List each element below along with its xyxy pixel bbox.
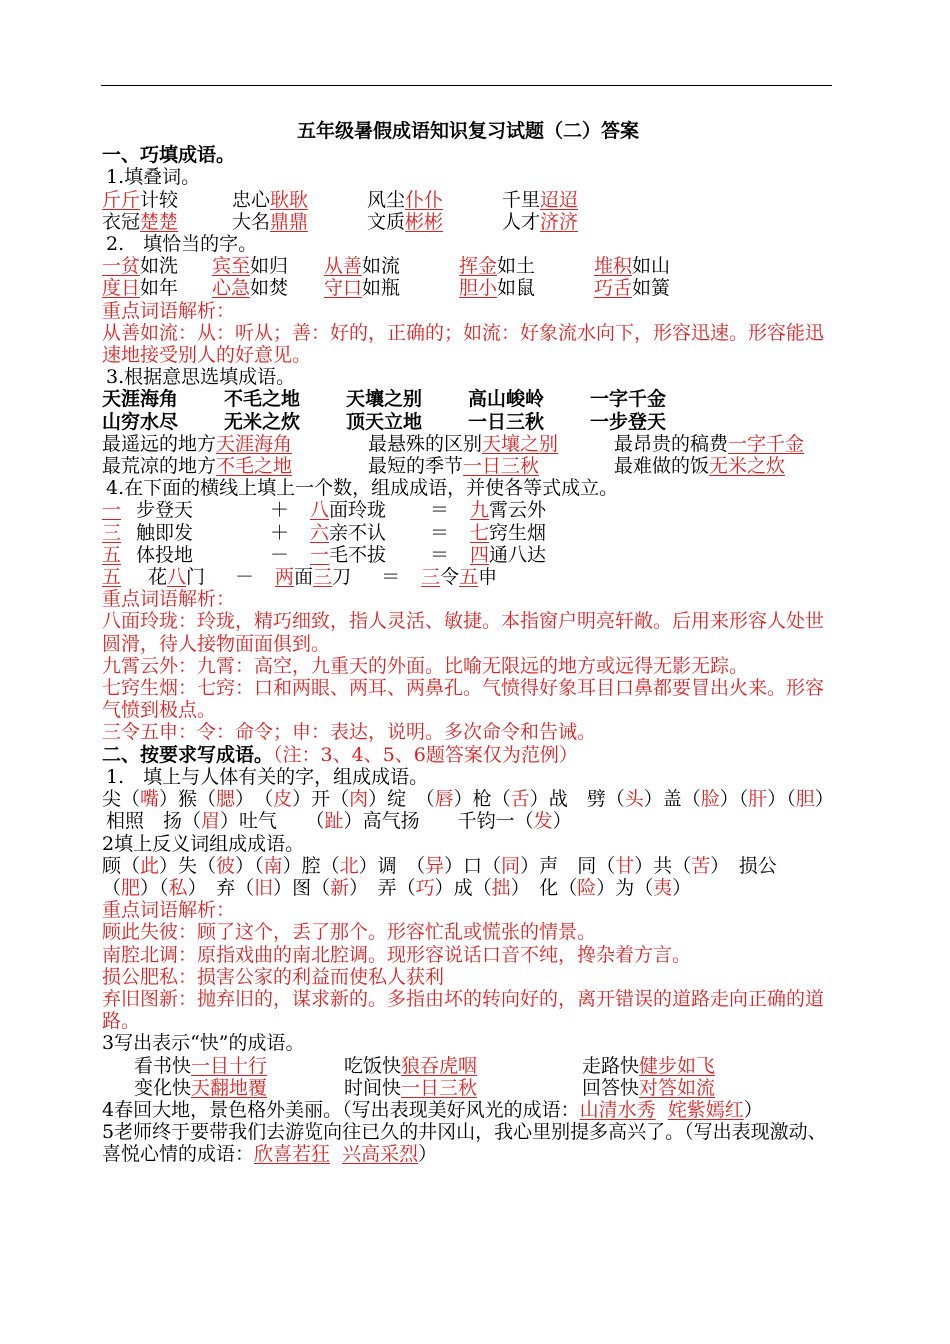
q3-row xyxy=(102,455,834,477)
s2-q3-label: 3写出表示“快”的成语。 xyxy=(102,1032,305,1055)
q2-item: 堆积如山 xyxy=(594,255,671,278)
s2-q3-rows xyxy=(102,1055,834,1099)
q3-word: 无米之炊 xyxy=(224,410,301,433)
q2-item: 巧舌如簧 xyxy=(594,277,671,300)
q1-row xyxy=(102,211,834,233)
s2-q4: 4春回大地，景色格外美丽。（写出表现美好风光的成语：山清水秀 姹紫嫣红） xyxy=(102,1098,763,1121)
note-item: 九霄云外：九霄：高空，九重天的外面。比喻无限远的地方或远得无影无踪。 xyxy=(102,654,749,677)
q4-rows xyxy=(102,499,834,566)
s2-q3-item: 回答快对答如流 xyxy=(582,1076,716,1099)
s2-q1-label: 1. 填上与人体有关的字，组成成语。 xyxy=(106,765,429,788)
s2-q2-line-2: （肥）（私） 弃（旧）图（新） 弄（巧）成（拙） 化（险）为（夷） xyxy=(102,876,692,899)
note-item: 三令五申：令：命令；申：表达，说明。多次命令和告诫。 xyxy=(102,721,597,744)
note-item: 弃旧图新：抛弃旧的，谋求新的。多指由坏的转向好的，离开错误的道路走向正确的道路。 xyxy=(102,987,825,1033)
q2-item: 挥金如土 xyxy=(459,255,536,278)
q2-item: 宾至如归 xyxy=(212,255,289,278)
s2-q3-item: 吃饭快狼吞虎咽 xyxy=(344,1054,478,1077)
q1-row xyxy=(102,189,834,211)
q4-row: 五 体投地 － 一毛不拔 ＝ 四通八达 xyxy=(102,543,547,566)
q1-item: 人才济济 xyxy=(502,210,579,233)
s2-q3-item: 走路快健步如飞 xyxy=(582,1054,716,1077)
q1-item: 斤斤计较 xyxy=(102,188,179,211)
q2-rows xyxy=(102,255,834,299)
s2-q1-line-1: 尖（嘴）猴（腮） （皮）开（肉）绽 （唇）枪（舌）战 劈（头）盖（脸）（肝）（胆） xyxy=(102,788,834,811)
q2-item: 从善如流 xyxy=(324,255,401,278)
s2-q3-item: 变化快天翻地覆 xyxy=(134,1076,268,1099)
s2-q2-notes xyxy=(102,921,834,1032)
s2-q3-row xyxy=(102,1077,834,1099)
q3-word: 一字千金 xyxy=(590,388,667,411)
q3-item: 最遥远的地方天涯海角 xyxy=(102,432,293,455)
q4-row: 一 步登天 ＋ 八面玲珑 ＝ 九霄云外 xyxy=(102,499,547,522)
q3-item: 最悬殊的区别天壤之别 xyxy=(368,432,559,455)
s2-q3-row xyxy=(102,1055,834,1077)
document-page xyxy=(102,120,834,1166)
header-rule xyxy=(101,85,832,86)
q4-notes xyxy=(102,610,834,743)
q1-item: 风尘仆仆 xyxy=(367,188,444,211)
q2-note-label: 重点词语解析： xyxy=(102,299,236,322)
q3-item: 最难做的饭无米之炊 xyxy=(614,455,786,478)
s2-q2-label: 2填上反义词组成成语。 xyxy=(102,832,305,855)
q1-item: 文质彬彬 xyxy=(367,210,444,233)
q3-word: 高山峻岭 xyxy=(468,388,545,411)
q2-item: 心急如焚 xyxy=(212,277,289,300)
q3-word: 山穷水尽 xyxy=(102,410,179,433)
q3-item: 最昂贵的稿费一字千金 xyxy=(614,432,805,455)
s2-q3-item: 看书快一目十行 xyxy=(134,1054,268,1077)
q3-row xyxy=(102,433,834,455)
q2-item: 度日如年 xyxy=(102,277,179,300)
q3-word-row xyxy=(102,388,834,410)
q3-rows xyxy=(102,433,834,477)
s2-q3-item: 时间快一日三秋 xyxy=(344,1076,478,1099)
note-item: 七窍生烟：七窍：口和两眼、两耳、两鼻孔。气愤得好象耳目口鼻都要冒出火来。形容气愤到极点。 xyxy=(102,677,825,722)
q2-note: 从善如流：从：听从；善：好的，正确的；如流：好象流水向下，形容迅速。形容能迅速地接受别人的好意见。 xyxy=(102,321,825,367)
q2-item: 胆小如鼠 xyxy=(459,277,536,300)
q3-word-bank xyxy=(102,388,834,432)
q3-word: 天壤之别 xyxy=(346,388,423,411)
q3-word: 一步登天 xyxy=(590,410,667,433)
page-title: 五年级暑假成语知识复习试题（二）答案 xyxy=(296,120,639,142)
q3-word: 一日三秋 xyxy=(468,410,545,433)
q2-row xyxy=(102,255,834,277)
q2-row xyxy=(102,277,834,299)
note-item: 南腔北调：原指戏曲的南北腔调。现形容说话口音不纯，搀杂着方言。 xyxy=(102,943,692,966)
q2-item: 一贫如洗 xyxy=(102,255,179,278)
q1-item: 大名鼎鼎 xyxy=(232,210,309,233)
q1-item: 忠心耿耿 xyxy=(232,188,309,211)
q3-item: 最荒凉的地方不毛之地 xyxy=(102,455,293,478)
q1-label: 1.填叠词。 xyxy=(106,166,201,189)
note-item: 顾此失彼：顾了这个，丢了那个。形容忙乱或慌张的情景。 xyxy=(102,921,597,944)
note-item: 八面玲珑：玲珑，精巧细致，指人灵活、敏捷。本指窗户明亮轩敞。后用来形容人处世圆滑，待人接物面面俱到。 xyxy=(102,610,825,655)
q4-note-label: 重点词语解析： xyxy=(102,588,236,611)
q2-label: 2. 填恰当的字。 xyxy=(106,233,258,256)
q2-item: 守口如瓶 xyxy=(324,277,401,300)
s2-q2-note-label: 重点词语解析： xyxy=(102,899,236,922)
q3-word: 不毛之地 xyxy=(224,388,301,411)
q1-item: 衣冠楚楚 xyxy=(102,210,179,233)
note-item: 损公肥私：损害公家的利益而使私人获利 xyxy=(102,965,445,988)
section-1-heading: 一、巧填成语。 xyxy=(102,144,236,167)
s2-q1-line-2: 相照 扬（眉）吐气 （趾）高气扬 千钧一（发） xyxy=(106,810,572,833)
q4-row: 三 触即发 ＋ 六亲不认 ＝ 七窍生烟 xyxy=(102,521,547,544)
q3-item: 最短的季节一日三秋 xyxy=(368,455,540,478)
q3-word: 顶天立地 xyxy=(346,410,423,433)
q3-label: 3.根据意思选填成语。 xyxy=(106,366,296,389)
s2-q2-line-1: 顾（此）失（彼）（南）腔（北）调 （异）口（同）声 同（甘）共（苦） 损公 xyxy=(102,854,777,877)
q1-rows xyxy=(102,189,834,233)
q4-row-4: 五 花八门 － 两面三刀 ＝ 三令五申 xyxy=(102,566,498,589)
s2-q5: 5老师终于要带我们去游览向往已久的井冈山，我心里别提多高兴了。（写出表现激动、喜悦心情的成语：欣喜若狂 兴高采烈） xyxy=(102,1121,827,1166)
q1-item: 千里迢迢 xyxy=(502,188,579,211)
section-2-heading: 二、按要求写成语。（注：3、4、5、6题答案仅为范例） xyxy=(102,743,578,766)
q3-word: 天涯海角 xyxy=(102,388,179,411)
q3-word-row xyxy=(102,411,834,433)
q4-label: 4.在下面的横线上填上一个数，组成成语，并使各等式成立。 xyxy=(106,477,619,500)
